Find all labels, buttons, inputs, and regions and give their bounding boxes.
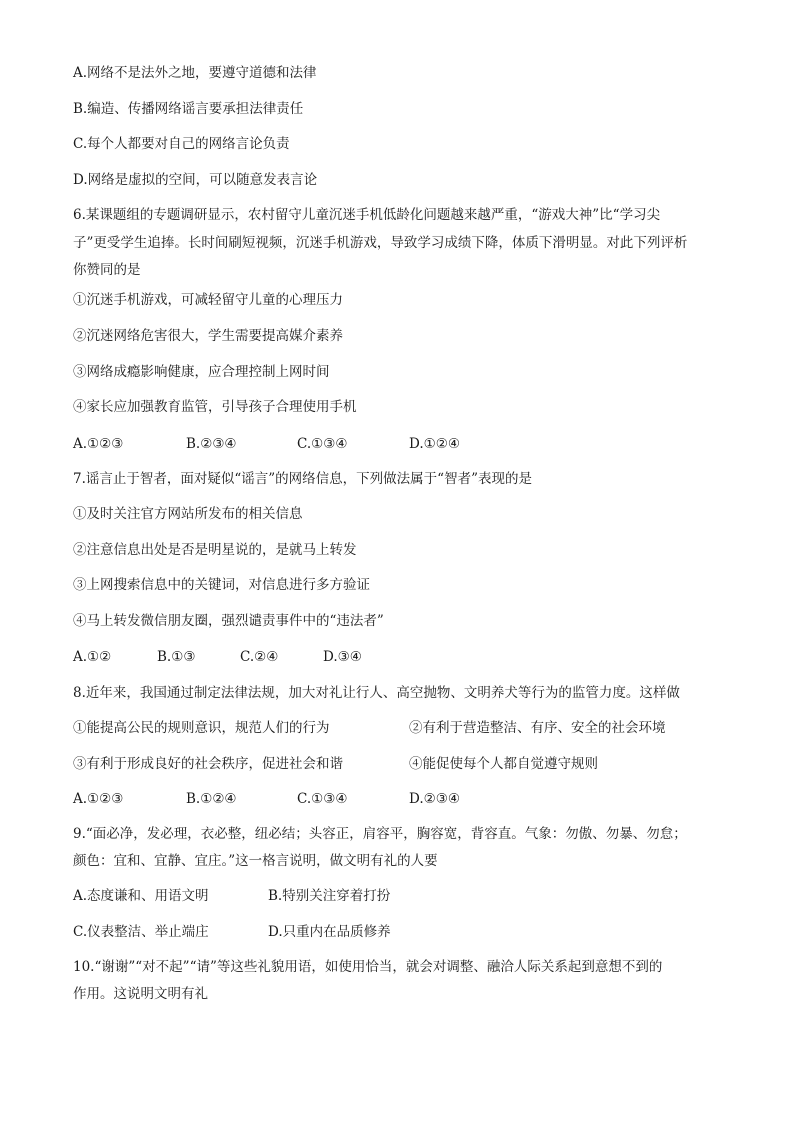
q7-item-1: ①及时关注官方网站所发布的相关信息 [73, 506, 303, 522]
q8-item-2: ②有利于营造整洁、有序、安全的社会环境 [409, 720, 666, 736]
q8-choice-a: A.①②③ [73, 791, 124, 807]
q8-choice-d: D.②③④ [409, 791, 460, 807]
q5-option-c: C.每个人都要对自己的网络言论负责 [73, 136, 290, 152]
q6-choice-b: B.②③④ [186, 436, 237, 452]
q6-choice-c: C.①③④ [297, 436, 348, 452]
q7-choice-d: D.③④ [323, 649, 362, 665]
q5-option-a: A.网络不是法外之地，要遵守道德和法律 [73, 65, 317, 81]
q9-choice-d: D.只重内在品质修养 [268, 924, 391, 940]
q9-stem-line-2: 颜色：宜和、宜静、宜庄。”这一格言说明，做文明有礼的人要 [73, 853, 438, 869]
q9-choice-a: A.态度谦和、用语文明 [73, 888, 209, 904]
q6-stem-line-1: 6.某课题组的专题调研显示，农村留守儿童沉迷手机低龄化问题越来越严重，“游戏大神”比“学习尖 [73, 207, 661, 223]
q9-choice-b: B.特别关注穿着打扮 [268, 888, 391, 904]
q5-option-b: B.编造、传播网络谣言要承担法律责任 [73, 101, 304, 117]
q7-item-3: ③上网搜索信息中的关键词，对信息进行多方验证 [73, 577, 370, 593]
q9-choice-c: C.仪表整洁、举止端庄 [73, 924, 209, 940]
q8-choice-b: B.①②④ [186, 791, 237, 807]
q6-stem-line-3: 你赞同的是 [73, 262, 141, 278]
q6-item-3: ③网络成瘾影响健康，应合理控制上网时间 [73, 364, 330, 380]
q7-item-2: ②注意信息出处是否是明星说的，是就马上转发 [73, 542, 357, 558]
q8-item-4: ④能促使每个人都自觉遵守规则 [409, 756, 598, 772]
q7-item-4: ④马上转发微信朋友圈，强烈谴责事件中的“违法者” [73, 613, 384, 629]
q8-stem: 8.近年来，我国通过制定法律法规，加大对礼让行人、高空抛物、文明养犬等行为的监管力度。这样做 [73, 685, 680, 701]
q5-option-d: D.网络是虚拟的空间，可以随意发表言论 [73, 172, 318, 188]
q8-item-3: ③有利于形成良好的社会秩序，促进社会和谐 [73, 756, 343, 772]
q6-choice-a: A.①②③ [73, 436, 124, 452]
q6-item-4: ④家长应加强教育监管，引导孩子合理使用手机 [73, 399, 357, 415]
q10-stem-line-2: 作用。这说明文明有礼 [73, 986, 208, 1002]
q6-choice-d: D.①②④ [409, 436, 460, 452]
q6-item-2: ②沉迷网络危害很大，学生需要提高媒介素养 [73, 328, 343, 344]
q7-choice-a: A.①② [73, 649, 112, 665]
q6-item-1: ①沉迷手机游戏，可减轻留守儿童的心理压力 [73, 292, 343, 308]
q10-stem-line-1: 10.“谢谢”“对不起”“请”等这些礼貌用语，如使用恰当，就会对调整、融洽人际关系起到意想不到的 [73, 959, 663, 975]
q7-choice-b: B.①③ [157, 649, 196, 665]
q6-stem-line-2: 子”更受学生追捧。长时间刷短视频，沉迷手机游戏，导致学习成绩下降，体质下滑明显。对此下列评析 [73, 235, 688, 251]
q9-stem-line-1: 9.“面必净，发必理，衣必整，纽必结；头容正，肩容平，胸容宽，背容直。气象：勿傲、勿暴、勿怠； [73, 826, 687, 842]
q8-item-1: ①能提高公民的规则意识，规范人们的行为 [73, 720, 330, 736]
q7-choice-c: C.②④ [240, 649, 279, 665]
q8-choice-c: C.①③④ [297, 791, 348, 807]
q7-stem: 7.谣言止于智者，面对疑似“谣言”的网络信息，下列做法属于“智者”表现的是 [73, 471, 532, 487]
